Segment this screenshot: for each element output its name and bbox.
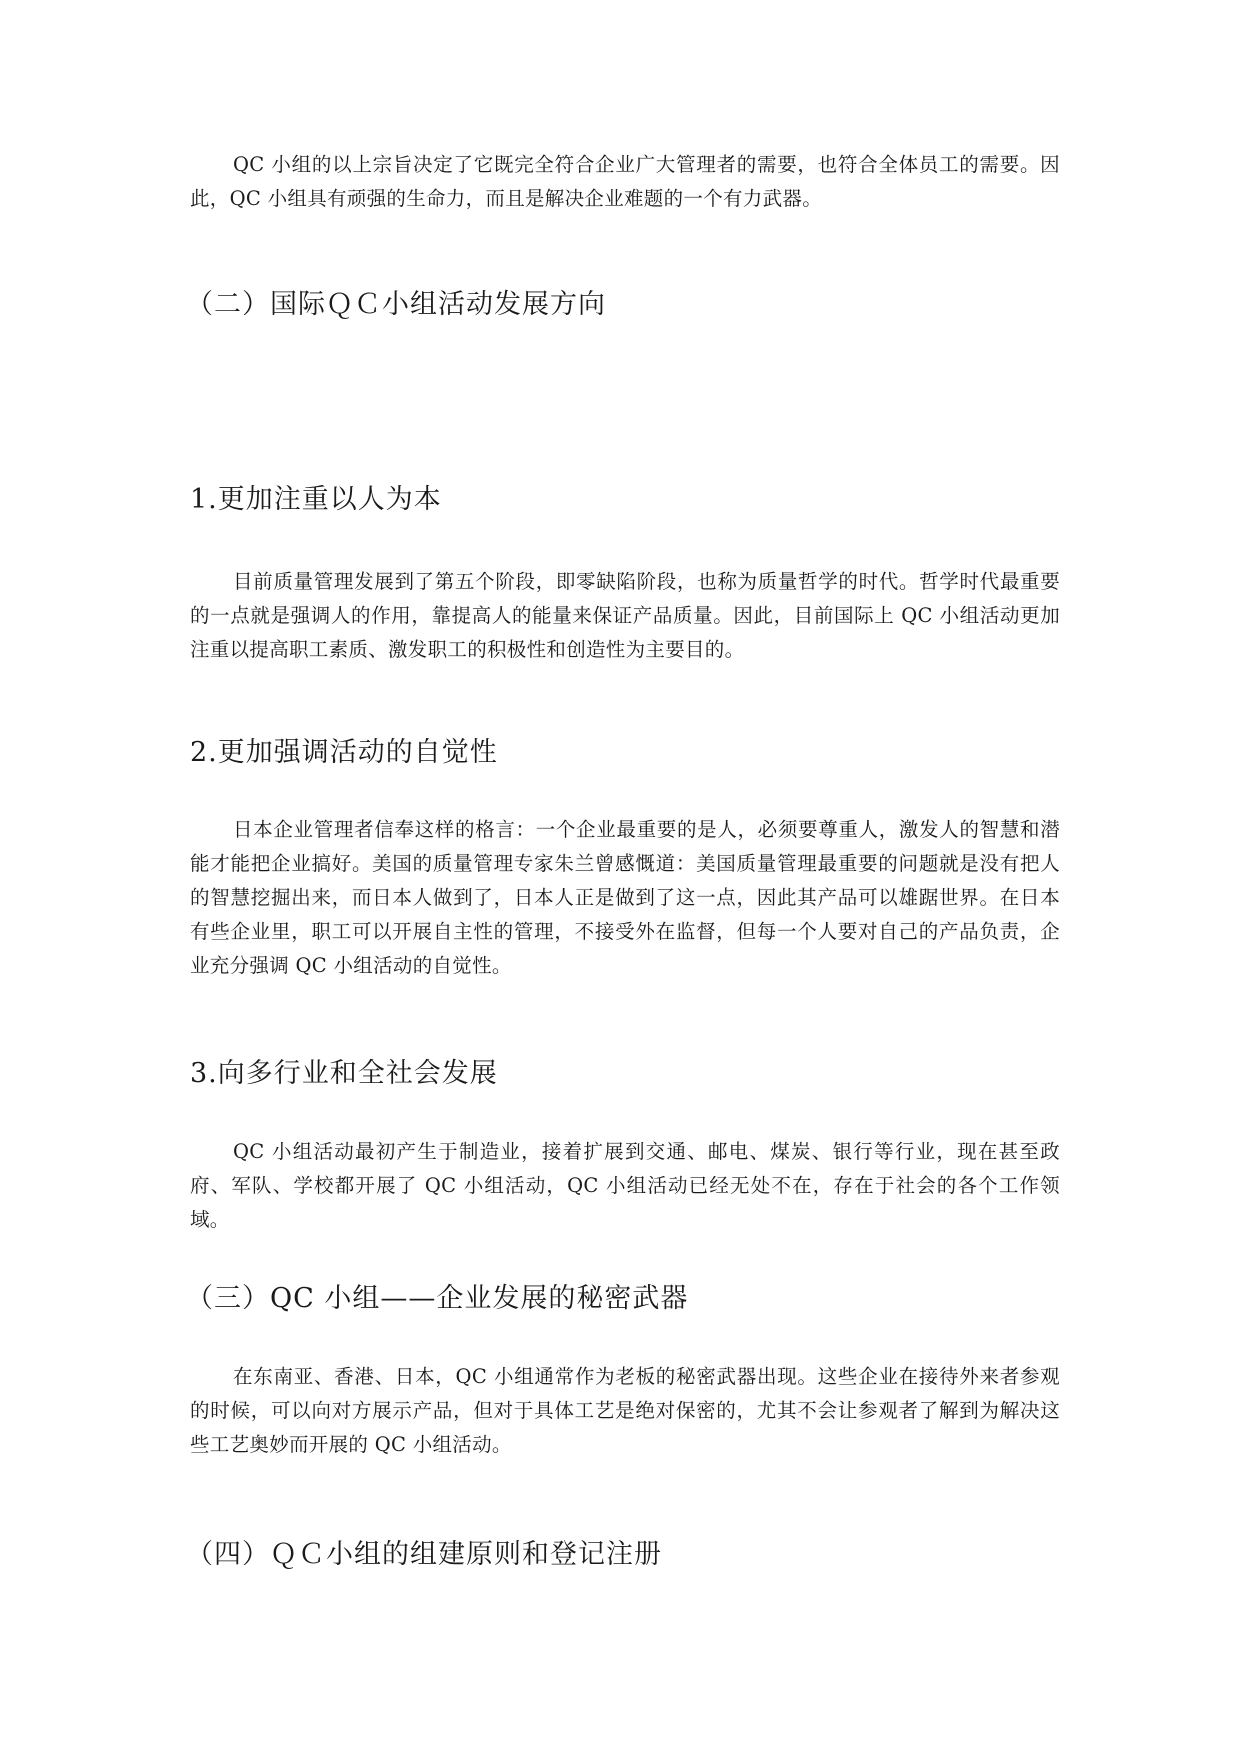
intro-paragraph: QC 小组的以上宗旨决定了它既完全符合企业广大管理者的需要，也符合全体员工的需要。因此，QC 小组具有顽强的生命力，而且是解决企业难题的一个有力武器。 <box>190 153 1060 210</box>
item-1-heading: 1.更加注重以人为本 <box>190 484 442 515</box>
section-2-heading: （二）国际ＱＣ小组活动发展方向 <box>186 289 606 320</box>
item-2-heading: 2.更加强调活动的自觉性 <box>190 737 498 768</box>
item-3-paragraph: QC 小组活动最初产生于制造业，接着扩展到交通、邮电、煤炭、银行等行业，现在甚至政府、军队、学校都开展了 QC 小组活动，QC 小组活动已经无处不在，存在于社会的各个工作领域。 <box>190 1140 1060 1231</box>
item-2-paragraph: 日本企业管理者信奉这样的格言：一个企业最重要的是人，必须要尊重人，激发人的智慧和潜能才能把企业搞好。美国的质量管理专家朱兰曾感慨道：美国质量管理最重要的问题就是没有把人的智慧挖掘出来，而日本人做到了，日本人正是做到了这一点，因此其产品可以雄踞世界。在日本有些企业里，职工可以开展自主性的管理，不接受外在监督，但每一个人要对自己的产品负责，企业充分强调 QC 小组活动的自觉性。 <box>190 818 1060 977</box>
section-4-heading: （四）ＱＣ小组的组建原则和登记注册 <box>186 1539 662 1570</box>
item-1-paragraph: 目前质量管理发展到了第五个阶段，即零缺陷阶段，也称为质量哲学的时代。哲学时代最重要的一点就是强调人的作用，靠提高人的能量来保证产品质量。因此，目前国际上 QC 小组活动更加注重以提高职工素质、激发职工的积极性和创造性为主要目的。 <box>190 570 1060 661</box>
section-3-heading: （三）QC 小组——企业发展的秘密武器 <box>186 1283 689 1314</box>
section-3-paragraph: 在东南亚、香港、日本，QC 小组通常作为老板的秘密武器出现。这些企业在接待外来者参观的时候，可以向对方展示产品，但对于具体工艺是绝对保密的，尤其不会让参观者了解到为解决这些工艺奥妙而开展的 QC 小组活动。 <box>190 1365 1060 1456</box>
item-3-heading: 3.向多行业和全社会发展 <box>190 1058 498 1089</box>
